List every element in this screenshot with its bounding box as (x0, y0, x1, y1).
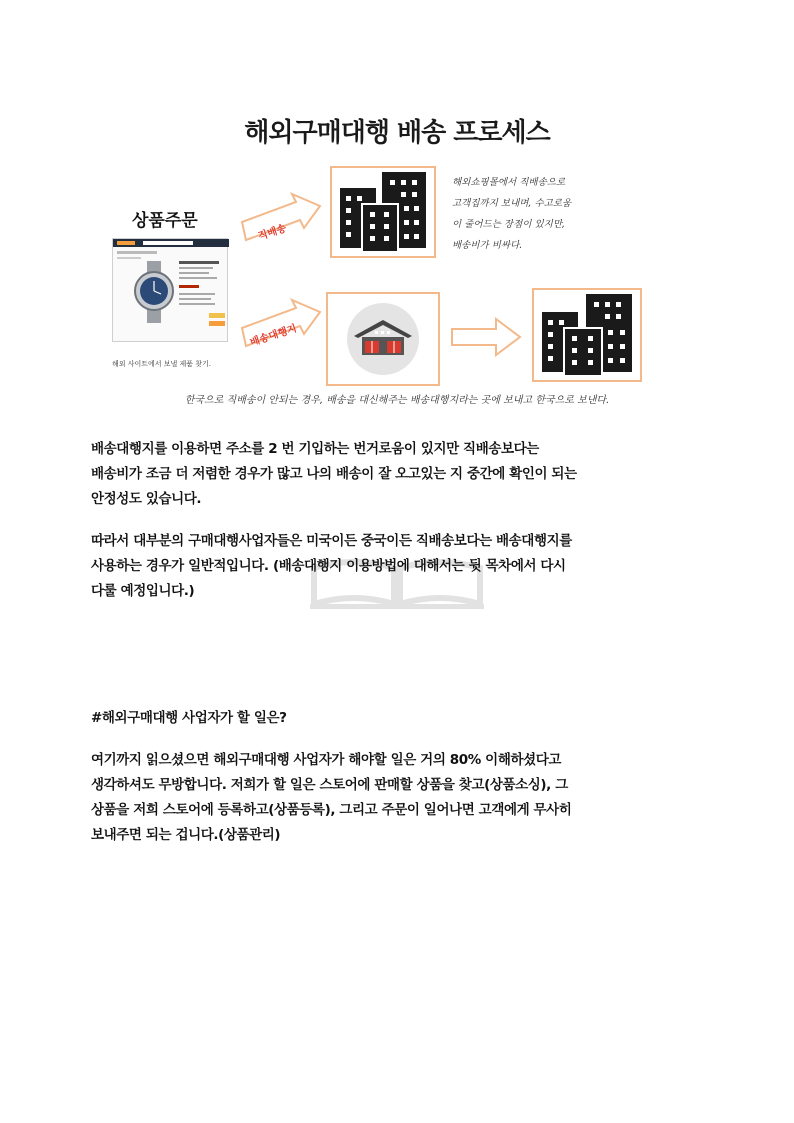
note-line: 이 줄어드는 장점이 있지만, (452, 219, 566, 230)
forward-arrow (450, 316, 522, 358)
text-line: 배송비가 조금 더 저렴한 경우가 많고 나의 배송이 잘 오고있는 지 중간에 확인이 되는 (91, 466, 577, 482)
note-line: 배송비가 비싸다. (452, 240, 523, 251)
product-page-image (112, 238, 228, 342)
paragraph-common-practice (91, 529, 711, 604)
text-line: 보내주면 되는 겁니다.(상품관리) (91, 827, 281, 843)
warehouse-icon (328, 294, 438, 384)
warehouse-panel (326, 292, 440, 386)
direct-destination-panel (330, 166, 436, 258)
text-line: 배송대행지를 이용하면 주소를 2 번 기입하는 번거로움이 있지만 직배송보다는 (91, 441, 539, 457)
text-line: 생각하셔도 무방합니다. 저희가 할 일은 스토어에 판매할 상품을 찾고(상품소싱), 그 (91, 777, 568, 793)
building-icon (534, 290, 640, 380)
final-destination-panel (532, 288, 642, 382)
text-line: 다룰 예정입니다.) (91, 583, 195, 599)
paragraph-shipping-agent (91, 437, 711, 512)
section-heading: #해외구매대행 사업자가 할 일은? (91, 710, 287, 726)
paragraph-business-tasks (91, 748, 711, 848)
agent-shipping-label: 배송대행지 (248, 323, 299, 349)
text-line: 상품을 저희 스토어에 등록하고(상품등록), 그리고 주문이 일어나면 고객에게 무사히 (91, 802, 572, 818)
note-line: 고객집까지 보내며, 수고로움 (452, 198, 572, 209)
text-line: 여기까지 읽으셨으면 해외구매대행 사업자가 해야할 일은 거의 80% 이해하셨다고 (91, 752, 562, 768)
diagram-title: 해외구매대행 배송 프로세스 (244, 118, 550, 148)
text-line: 사용하는 경우가 일반적입니다. (배송대행지 이용방법에 대해서는 뒷 목차에서 다시 (91, 558, 566, 574)
note-line: 해외쇼핑몰에서 직배송으로 (452, 177, 566, 188)
text-line: 따라서 대부분의 구매대행사업자들은 미국이든 중국이든 직배송보다는 배송대행지를 (91, 533, 572, 549)
order-caption: 해외 사이트에서 보낼 제품 찾기. (112, 360, 212, 368)
order-label: 상품주문 (132, 211, 198, 231)
text-line: 안정성도 있습니다. (91, 491, 202, 507)
building-icon (332, 168, 434, 256)
product-page-illustration (113, 239, 229, 343)
direct-shipping-note (452, 172, 612, 256)
agent-shipping-note: 한국으로 직배송이 안되는 경우, 배송을 대신해주는 배송대행지라는 곳에 보내고 한국으로 보낸다. (184, 395, 610, 406)
direct-shipping-label: 직배송 (256, 223, 288, 243)
